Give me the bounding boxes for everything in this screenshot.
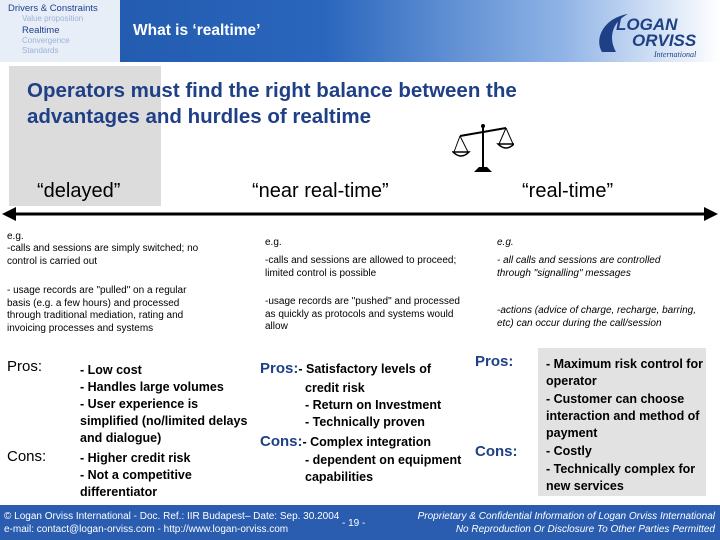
list-item: - Maximum risk control for operator [546, 357, 703, 388]
column-title-real-time: “real-time” [522, 180, 614, 202]
list-item: - Return on Investment [305, 398, 442, 412]
list-item: - Handles large volumes [80, 380, 224, 394]
list-item: - Customer can choose interaction and method of payment [546, 392, 700, 440]
near-real-time-desc-2: -usage records are "pushed" and processed as quickly as protocols and systems would allow [265, 296, 460, 332]
nav-item-value-proposition: Value proposition [22, 14, 84, 23]
list-item: - dependent on equipment capabilities [305, 453, 462, 484]
list-item: - Technically proven [305, 415, 425, 429]
headline [27, 78, 627, 130]
logan-orviss-logo [594, 8, 716, 62]
cons-label-text: Cons: [260, 433, 303, 450]
list-item: - Costly [546, 444, 592, 458]
list-item: - User experience is simplified (no/limited delays and dialogue) [80, 397, 248, 445]
delayed-cons-list [80, 450, 255, 501]
list-item: - Low cost [80, 363, 142, 377]
delayed-pros-list [80, 362, 255, 447]
list-item: - Not a competitive differentiator [80, 468, 192, 499]
real-time-pros-cons-list [546, 356, 708, 495]
page-number: - 19 - [342, 518, 366, 529]
near-real-time-cons-list [305, 452, 470, 486]
near-real-time-pros-label [260, 360, 431, 378]
pros-first-item: - Satisfactory levels of [298, 362, 432, 376]
cons-first-item: - Complex integration [302, 435, 431, 449]
logo-line2: ORVISS [632, 31, 697, 50]
real-time-eg: e.g. [497, 237, 514, 248]
list-item: - Higher credit risk [80, 451, 191, 465]
slide-header [0, 0, 720, 62]
headline-line2: advantages and hurdles of realtime [27, 105, 372, 128]
delayed-desc-1: -calls and sessions are simply switched; no control is carried out [7, 243, 199, 267]
logo-line1: LOGAN [616, 15, 678, 34]
delayed-eg: e.g. [7, 231, 24, 242]
near-real-time-pros-list [305, 380, 470, 431]
near-real-time-desc-1: -calls and sessions are allowed to proceed; limited control is possible [265, 255, 457, 279]
near-real-time-cons-label [260, 433, 431, 451]
list-item: - Technically complex for new services [546, 462, 696, 493]
balance-scale-icon [452, 120, 514, 176]
footer-confidential [400, 510, 715, 536]
headline-line1: Operators must find the right balance between the [27, 79, 517, 102]
pros-label-text: Pros: [260, 360, 299, 377]
nav-item-realtime: Realtime [22, 25, 60, 36]
real-time-pros-label: Pros: [475, 353, 514, 370]
footer-copyright [4, 510, 399, 536]
delayed-cons-label: Cons: [7, 448, 47, 465]
footer-doc-ref: © Logan Orviss International - Doc. Ref.: IIR Budapest– Date: Sep. 30.2004 [4, 511, 340, 522]
nav-item-standards: Standards [22, 46, 59, 55]
real-time-desc-2: -actions (advice of charge, recharge, barring, etc) can occur during the call/session [497, 305, 696, 329]
double-headed-arrow [0, 206, 720, 222]
nav-item-convergence: Convergence [22, 36, 70, 45]
logo-line3: International [654, 50, 697, 59]
footer-confidential-line2: No Reproduction Or Disclosure To Other Parties Permitted [455, 524, 715, 535]
delayed-pros-label: Pros: [7, 358, 43, 375]
real-time-cons-label: Cons: [475, 443, 518, 460]
delayed-desc-2: - usage records are "pulled" on a regular basis (e.g. a few hours) and processed through traditional mediation, rating and invoicing processes and systems [7, 285, 187, 334]
list-item: credit risk [305, 381, 365, 395]
real-time-desc-1: - all calls and sessions are controlled through "signalling" messages [497, 255, 661, 279]
near-real-time-eg: e.g. [265, 237, 282, 248]
footer-contact: e-mail: contact@logan-orviss.com - http://www.logan-orviss.com [4, 524, 289, 535]
slide-title: What is ‘realtime’ [133, 22, 261, 39]
nav-drivers-constraints: Drivers & Constraints [8, 3, 98, 14]
footer-confidential-line1: Proprietary & Confidential Information of Logan Orviss International [417, 511, 715, 522]
column-title-delayed: “delayed” [37, 180, 121, 202]
column-title-near-real-time: “near real-time” [252, 180, 389, 202]
